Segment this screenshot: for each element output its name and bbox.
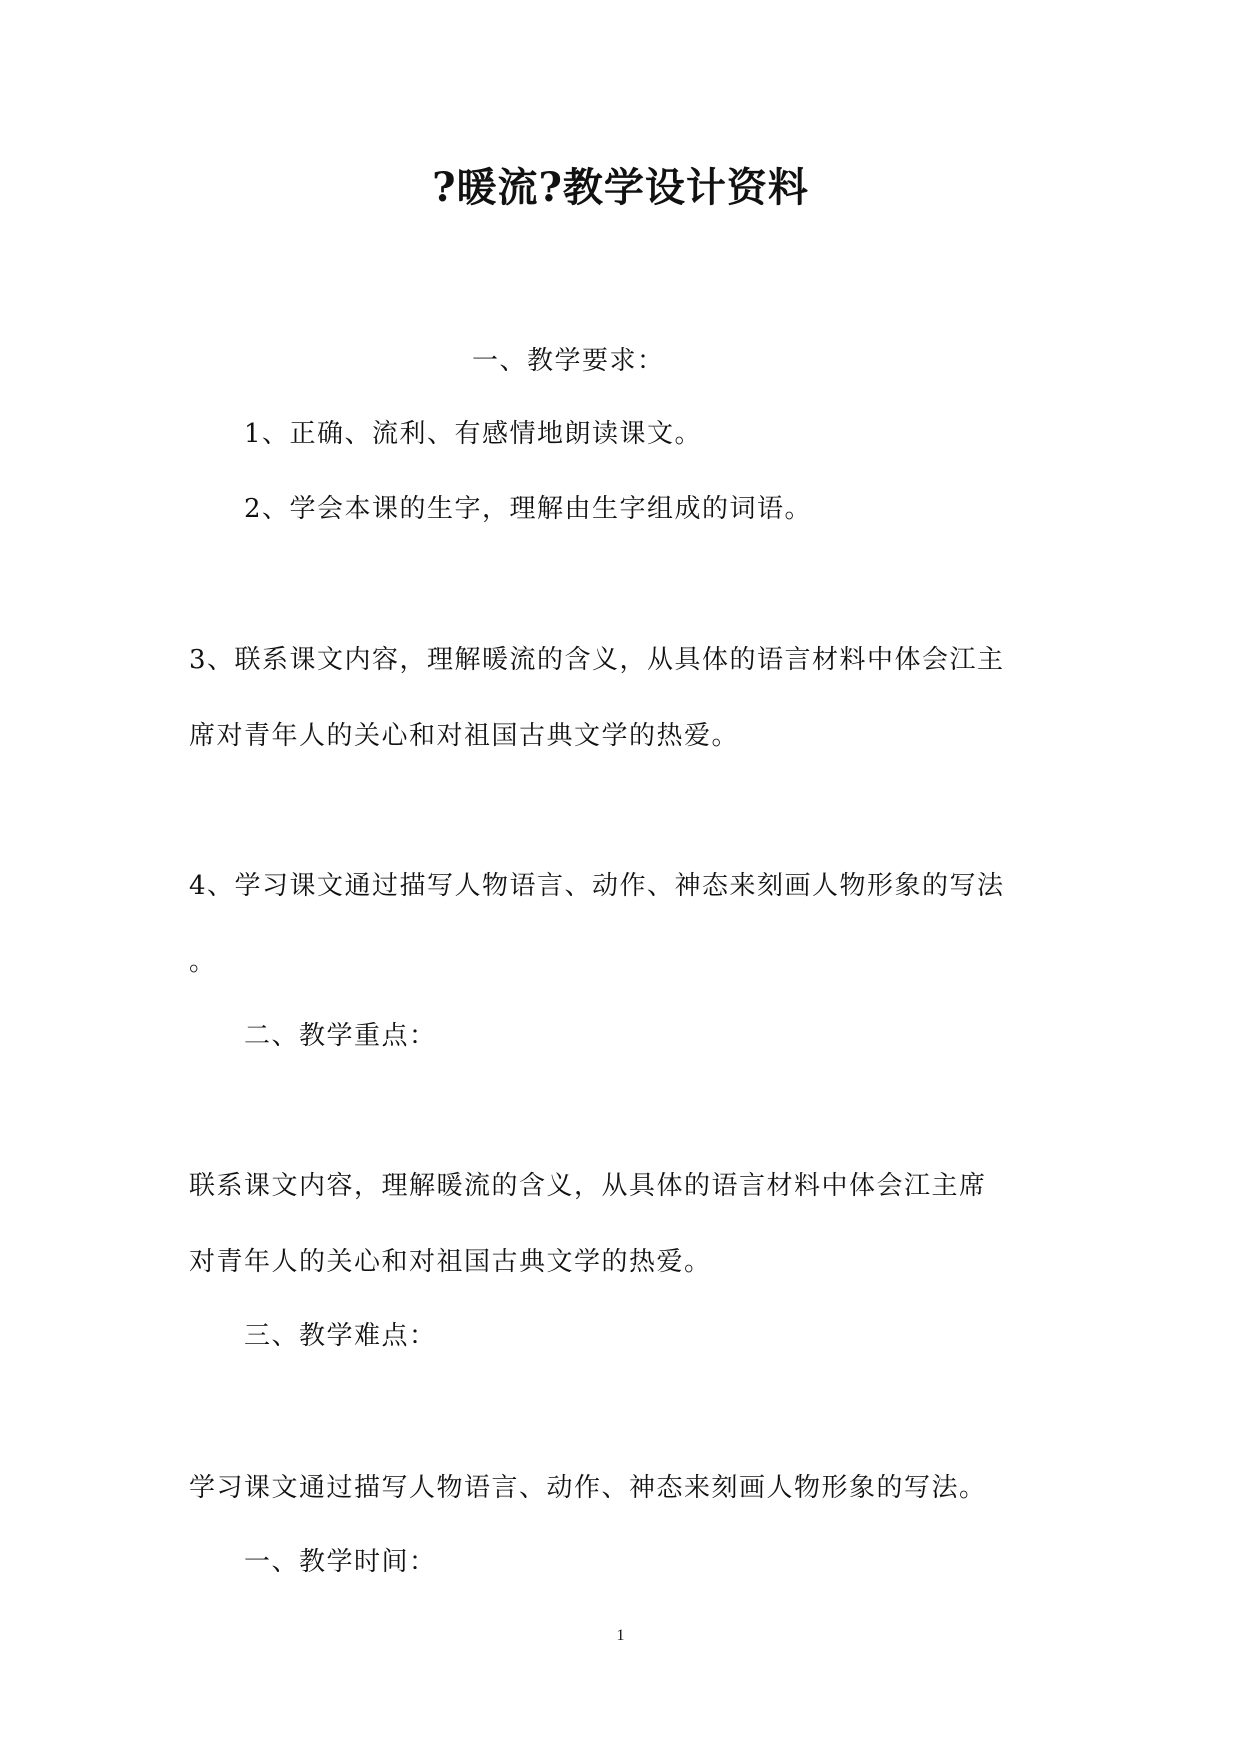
- requirement-item-3-line-2: 席对青年人的关心和对祖国古典文学的热爱。: [189, 721, 740, 751]
- document-title: ?暖流?教学设计资料: [432, 164, 809, 211]
- difficulties-line-1: 学习课文通过描写人物语言、动作、神态来刻画人物形象的写法。: [189, 1473, 987, 1503]
- section-heading-key-points: 二、教学重点：: [244, 1021, 437, 1051]
- section-heading-difficulties: 三、教学难点：: [244, 1321, 437, 1351]
- requirement-item-4-line-1: 4、学习课文通过描写人物语言、动作、神态来刻画人物形象的写法: [189, 871, 1005, 901]
- requirement-item-2: 2、学会本课的生字，理解由生字组成的词语。: [244, 494, 813, 524]
- requirement-item-1: 1、正确、流利、有感情地朗读课文。: [244, 419, 703, 449]
- section-heading-teaching-time: 一、教学时间：: [244, 1547, 437, 1577]
- section-heading-requirements: 一、教学要求：: [472, 346, 665, 376]
- key-points-line-1: 联系课文内容，理解暖流的含义，从具体的语言材料中体会江主席: [189, 1171, 987, 1201]
- requirement-item-4-line-2: 。: [189, 947, 217, 977]
- page-number: 1: [616, 1627, 625, 1644]
- key-points-line-2: 对青年人的关心和对祖国古典文学的热爱。: [189, 1247, 712, 1277]
- requirement-item-3-line-1: 3、联系课文内容，理解暖流的含义，从具体的语言材料中体会江主: [189, 645, 1005, 675]
